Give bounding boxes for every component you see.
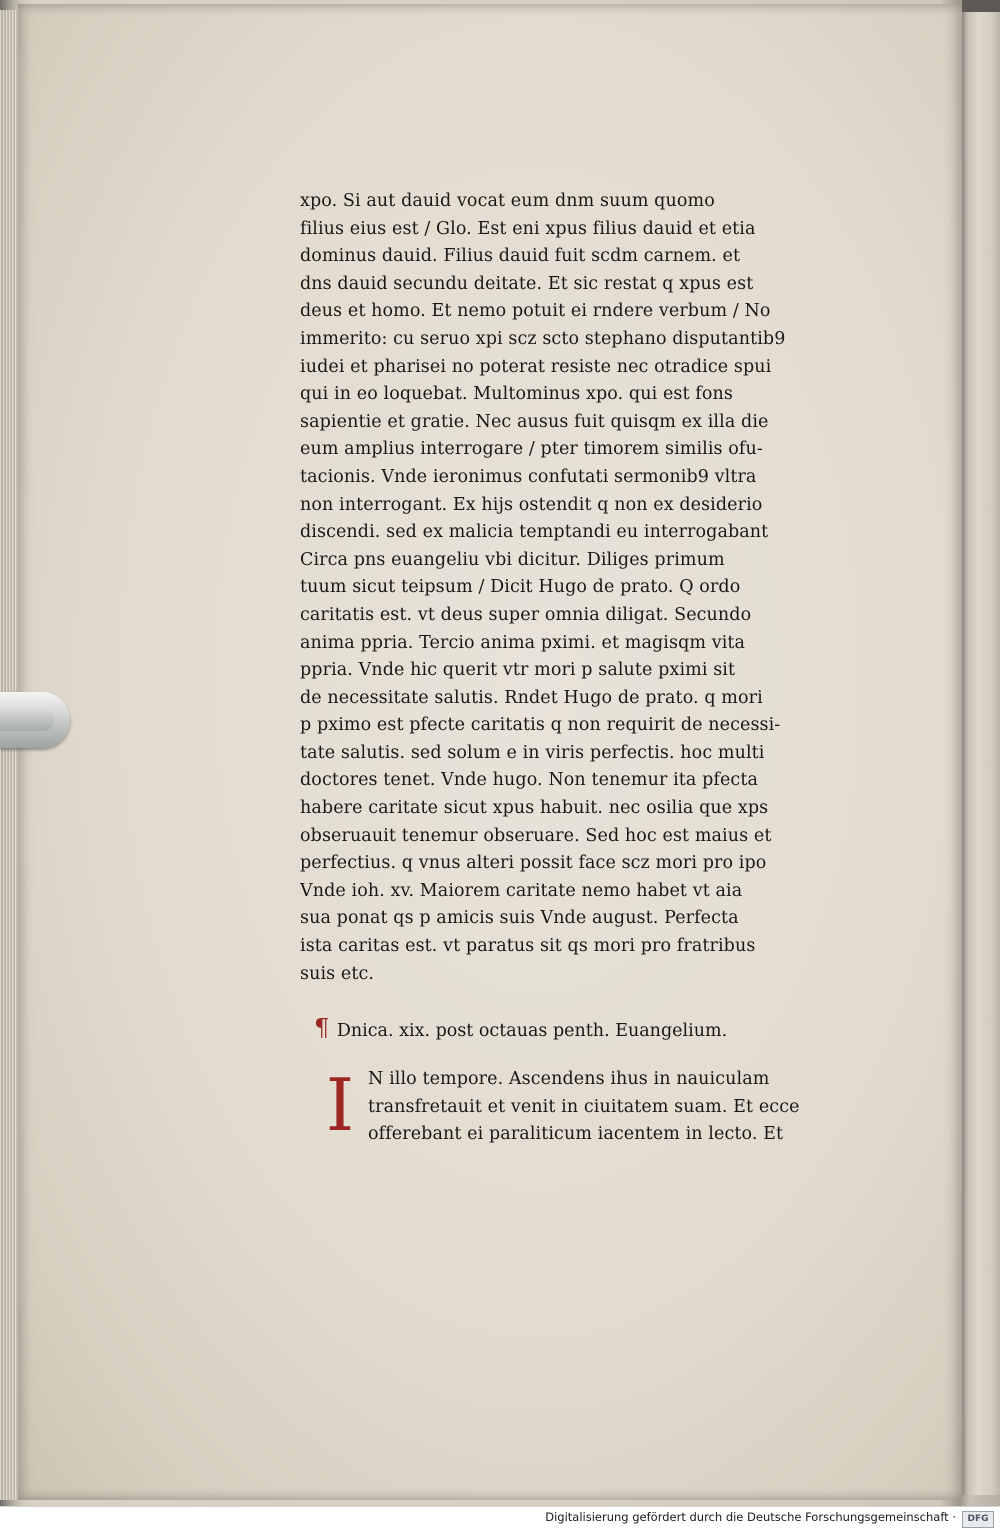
text-line: transfretauit et venit in ciuitatem suam. Et ecce xyxy=(368,1096,800,1117)
text-line: Vnde ioh. xv. Maiorem caritate nemo habet vt aia xyxy=(300,880,743,901)
text-line: obseruauit tenemur obseruare. Sed hoc est maius et xyxy=(300,825,772,846)
page-clip xyxy=(0,692,70,748)
text-line: ppria. Vnde hic querit vtr mori p salute pximi sit xyxy=(300,660,736,681)
footer-bar xyxy=(0,1506,1000,1530)
text-line: p pximo est pfecte caritatis q non requirit de necessi- xyxy=(300,715,781,736)
text-line: caritatis est. vt deus super omnia diligat. Secundo xyxy=(300,604,752,625)
text-line: eum amplius interrogare / pter timorem similis ofu- xyxy=(300,439,763,460)
text-line: qui in eo loquebat. Multominus xpo. qui est fons xyxy=(300,384,733,405)
text-line: doctores tenet. Vnde hugo. Non tenemur ita pfecta xyxy=(300,770,758,791)
facing-page-edge xyxy=(962,0,1000,1495)
text-line: perfectius. q vnus alteri possit face scz mori pro ipo xyxy=(300,853,767,874)
paragraph-mark-icon: ¶ xyxy=(314,1014,330,1042)
text-line: tacionis. Vnde ieronimus confutati sermonib9 vltra xyxy=(300,466,757,487)
text-line: dominus dauid. Filius dauid fuit scdm carnem. et xyxy=(300,246,741,267)
text-line: non interrogant. Ex hijs ostendit q non ex desiderio xyxy=(300,494,763,515)
text-line: ista caritas est. vt paratus sit qs mori pro fratribus xyxy=(300,936,756,957)
text-line: offerebant ei paraliticum iacentem in lecto. Et xyxy=(368,1124,784,1145)
text-line: N illo tempore. Ascendens ihus in nauiculam xyxy=(368,1069,770,1089)
text-line: iudei et pharisei no poterat resiste nec otradice spui xyxy=(300,356,772,377)
drop-capital: I xyxy=(325,1063,355,1147)
text-line: immerito: cu seruo xpi scz scto stephano disputantib9 xyxy=(300,328,786,349)
text-line: Circa pns euangeliu vbi dicitur. Diliges primum xyxy=(300,549,725,570)
text-line: discendi. sed ex malicia temptandi eu interrogabant xyxy=(300,522,769,543)
body-text xyxy=(300,188,890,988)
funding-credit: Digitalisierung gefördert durch die Deutsche Forschungsgemeinschaft · xyxy=(545,1510,956,1524)
text-line: dns dauid secundu deitate. Et sic restat q xpus est xyxy=(300,273,754,294)
dfg-logo: DFG xyxy=(962,1511,994,1528)
text-line: sua ponat qs p amicis suis Vnde august. Perfecta xyxy=(300,908,739,929)
text-line: sapientie et gratie. Nec ausus fuit quisqm ex illa die xyxy=(300,411,769,432)
text-line: suis etc. xyxy=(300,963,375,984)
text-line: deus et homo. Et nemo potuit ei rndere verbum / No xyxy=(300,301,771,322)
text-line: tuum sicut teipsum / Dicit Hugo de prato. Q ordo xyxy=(300,577,741,598)
gospel-text xyxy=(368,1066,878,1149)
heading-text: Dnica. xix. post octauas penth. Euangelium. xyxy=(336,1021,728,1041)
section-heading xyxy=(314,1011,874,1045)
text-line: filius eius est / Glo. Est eni xpus filius dauid et etia xyxy=(300,218,756,239)
text-line: anima ppria. Tercio anima pximi. et magisqm vita xyxy=(300,632,746,653)
text-line: xpo. Si aut dauid vocat eum dnm suum quomo xyxy=(300,191,715,211)
binding-notch xyxy=(962,0,1000,12)
text-line: de necessitate salutis. Rndet Hugo de prato. q mori xyxy=(300,687,763,708)
text-line: tate salutis. sed solum e in viris perfectis. hoc multi xyxy=(300,742,765,763)
text-line: habere caritate sicut xpus habuit. nec osilia que xps xyxy=(300,798,769,819)
